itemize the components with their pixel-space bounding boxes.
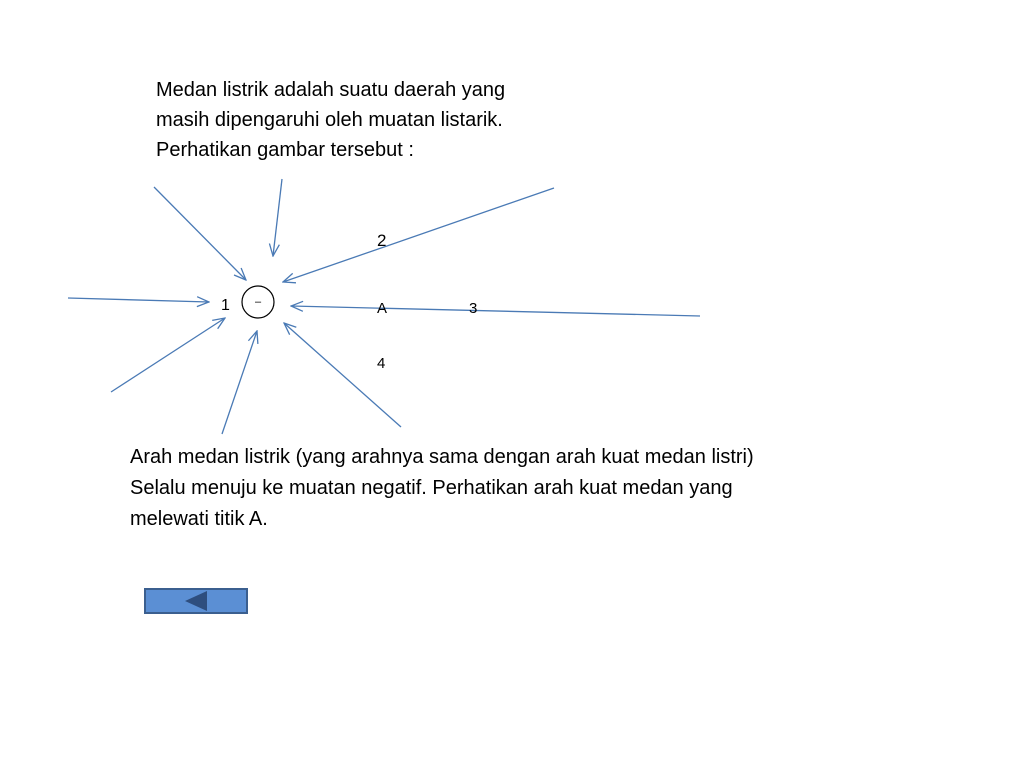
field-arrow-top-left	[154, 187, 246, 280]
explanation-line-1: Arah medan listrik (yang arahnya sama dengan arah kuat medan listri)	[130, 446, 754, 468]
intro-line-2: masih dipengaruhi oleh muatan listarik.	[156, 109, 503, 131]
negative-charge-symbol: –	[254, 296, 262, 308]
arrow-left-icon	[185, 591, 207, 611]
explanation-line-2: Selalu menuju ke muatan negatif. Perhatikan arah kuat medan yang	[130, 477, 733, 499]
field-arrow-top	[273, 179, 282, 256]
field-arrow-lower-left	[111, 318, 225, 392]
field-arrow-lower-right	[284, 323, 401, 427]
intro-line-3: Perhatikan gambar tersebut :	[156, 139, 414, 161]
label-point-1: 1	[221, 297, 230, 314]
field-arrow-bottom	[222, 331, 257, 434]
explanation-line-3: melewati titik A.	[130, 508, 268, 530]
label-point-3: 3	[469, 300, 478, 317]
intro-line-1: Medan listrik adalah suatu daerah yang	[156, 79, 506, 101]
explanation-text	[130, 442, 890, 535]
field-arrow-left	[68, 298, 209, 302]
field-arrow-right	[291, 306, 700, 316]
label-point-4: 4	[377, 355, 386, 372]
back-button[interactable]	[144, 588, 248, 614]
label-point-2: 2	[377, 231, 387, 250]
label-point-a: A	[377, 300, 388, 317]
field-arrow-upper-right	[283, 188, 554, 282]
